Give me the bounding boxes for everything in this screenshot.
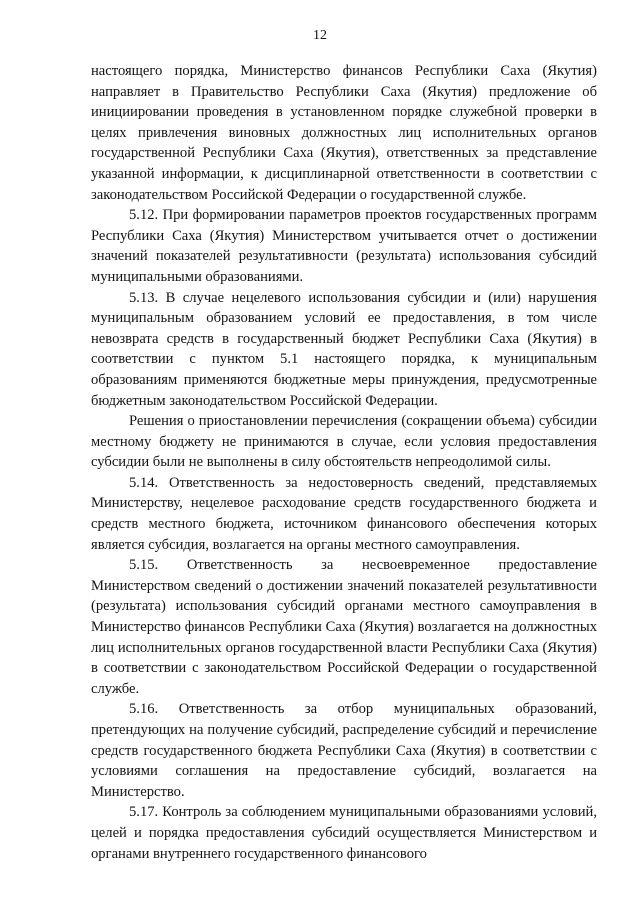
paragraph-continuation: настоящего порядка, Министерство финансов Республики Саха (Якутия) направляет в Правительство Республики Саха (Якутия) предложение об инициировании проведения в установленном порядке служебной проверки в целях привлечения виновных должностных лиц исполнительных органов государственной Республики Саха (Якутия), ответственных за представление указанной информации, к дисциплинарной ответственности в соответствии с законодательством Российской Федерации о государственной службе. xyxy=(91,63,597,203)
page-number: 12 xyxy=(313,28,327,43)
paragraph-5-17: 5.17. Контроль за соблюдением муниципальными образованиями условий, целей и порядка предоставления субсидий осуществляется Министерством и органами внутреннего государственного финансового xyxy=(91,804,597,862)
paragraph-5-14: 5.14. Ответственность за недостоверность сведений, представляемых Министерству, нецелевое расходование средств государственного бюджета и средств местного бюджета, источником финансового обеспечения которых является субсидия, возлагается на органы местного самоуправления. xyxy=(91,474,597,553)
document-body xyxy=(91,61,597,864)
paragraph-5-12: 5.12. При формировании параметров проектов государственных программ Республики Саха (Якутия) Министерством учитывается отчет о достижении значений показателей результативности (результата) использования субсидий муниципальными образованиями. xyxy=(91,207,597,285)
paragraph-5-15: 5.15. Ответственность за несвоевременное предоставление Министерством сведений о достижении значений показателей результативности (результата) использования субсидий органами местного самоуправления в Министерство финансов Республики Саха (Якутия) возлагается на должностных лиц исполнительных органов государственной власти Республики Саха (Якутия) в соответствии с законодательством Российской Федерации о государственной службе. xyxy=(91,557,597,697)
paragraph-5-13: 5.13. В случае нецелевого использования субсидии и (или) нарушения муниципальным образованием условий ее предоставления, в том числе невозврата средств в государственный бюджет Республики Саха (Якутия) в соответствии с пунктом 5.1 настоящего порядка, к муниципальным образованиям применяются бюджетные меры принуждения, предусмотренные бюджетным законодательством Российской Федерации. xyxy=(91,289,597,409)
paragraph-5-16: 5.16. Ответственность за отбор муниципальных образований, претендующих на получение субсидий, распределение субсидий и перечисление средств государственного бюджета Республики Саха (Якутия) в соответствии с условиями соглашения на предоставление субсидий, возлагается на Министерство. xyxy=(91,701,597,800)
paragraph-suspension-decisions: Решения о приостановлении перечисления (сокращении объема) субсидии местному бюджету не принимаются в случае, если условия предоставления субсидии были не выполнены в силу обстоятельств непреодолимой силы. xyxy=(91,413,597,471)
